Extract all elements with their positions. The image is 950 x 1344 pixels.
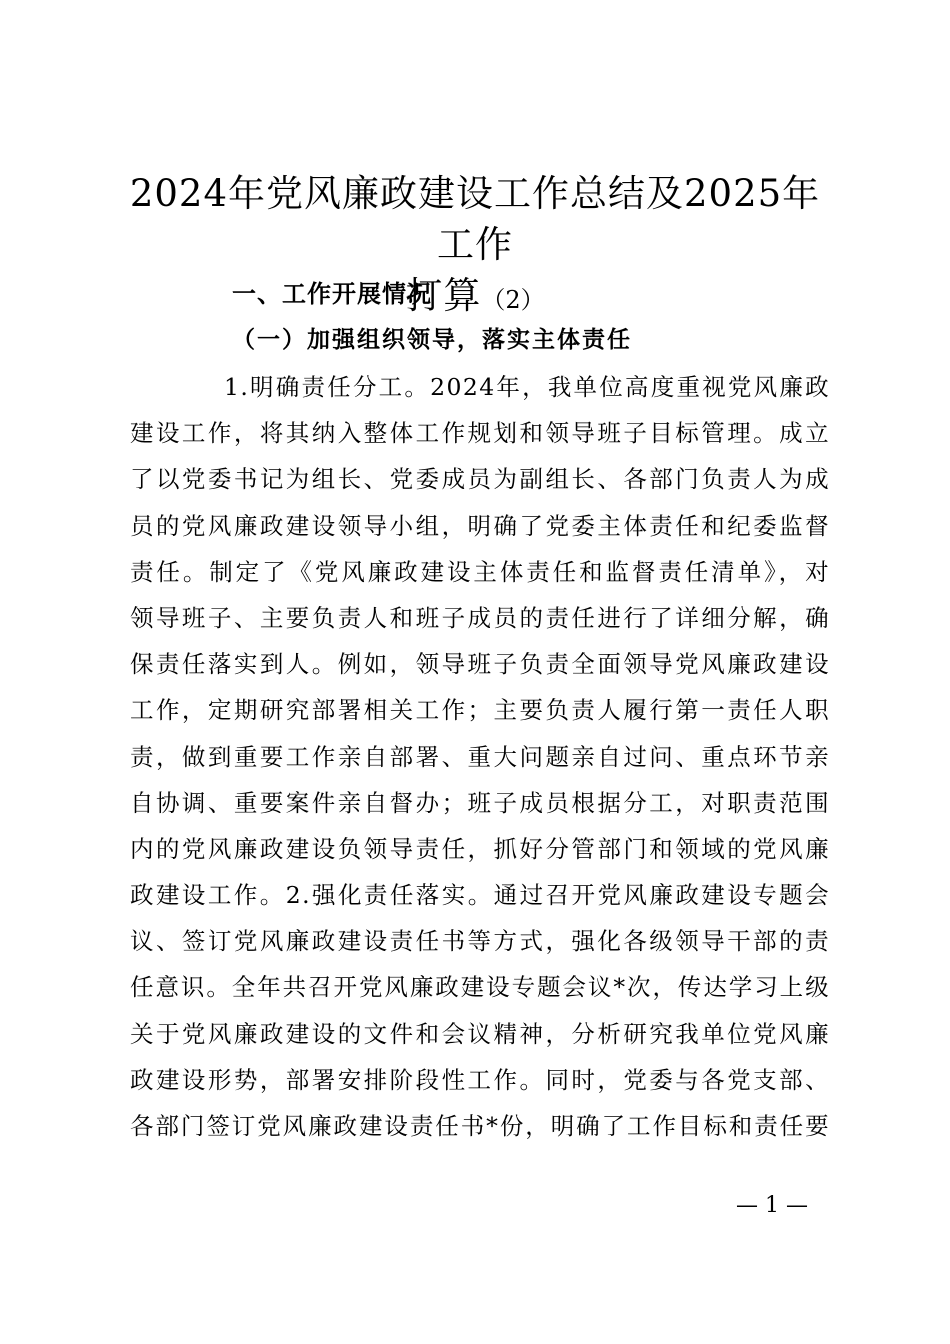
body-line: 保责任落实到人。例如，领导班子负责全面领导党风廉政建设	[130, 650, 830, 679]
body-line: 任意识。全年共召开党风廉政建设专题会议*次，传达学习上级	[130, 973, 830, 1002]
body-line: 议、签订党风廉政建设责任书等方式，强化各级领导干部的责	[130, 927, 830, 956]
body-line: 自协调、重要案件亲自督办；班子成员根据分工，对职责范围	[130, 788, 830, 817]
body-line: 责，做到重要工作亲自部署、重大问题亲自过问、重点环节亲	[130, 742, 830, 771]
body-line: 政建设工作。2.强化责任落实。通过召开党风廉政建设专题会	[130, 881, 830, 910]
body-line: 工作，定期研究部署相关工作；主要负责人履行第一责任人职	[130, 696, 830, 725]
body-line: 内的党风廉政建设负领导责任，抓好分管部门和领域的党风廉	[130, 834, 830, 863]
title-suffix: （2）	[481, 286, 545, 314]
title-line-2	[115, 270, 835, 326]
body-line: 建设工作，将其纳入整体工作规划和领导班子目标管理。成立	[130, 419, 830, 448]
document-title	[115, 168, 835, 326]
subsection-heading: （一）加强组织领导，落实主体责任	[232, 326, 632, 353]
body-line: 责任。制定了《党风廉政建设主体责任和监督责任清单》，对	[130, 557, 830, 586]
title-line-2-text: 打算	[405, 274, 482, 317]
body-line: 员的党风廉政建设领导小组，明确了党委主体责任和纪委监督	[130, 511, 830, 540]
body-line: 各部门签订党风廉政建设责任书*份，明确了工作目标和责任要	[130, 1112, 830, 1140]
title-line-1: 2024年党风廉政建设工作总结及2025年工作	[129, 172, 821, 266]
page-number: — 1 —	[736, 1193, 808, 1218]
body-line: 政建设形势，部署安排阶段性工作。同时，党委与各党支部、	[130, 1065, 830, 1094]
body-line: 关于党风廉政建设的文件和会议精神，分析研究我单位党风廉	[130, 1019, 830, 1048]
body-line: 了以党委书记为组长、党委成员为副组长、各部门负责人为成	[130, 465, 830, 494]
body-line: 领导班子、主要负责人和班子成员的责任进行了详细分解，确	[130, 603, 830, 632]
section-heading: 一、工作开展情况	[232, 280, 432, 308]
body-text	[130, 364, 830, 1149]
body-line: 1.明确责任分工。2024年，我单位高度重视党风廉政	[224, 373, 830, 401]
